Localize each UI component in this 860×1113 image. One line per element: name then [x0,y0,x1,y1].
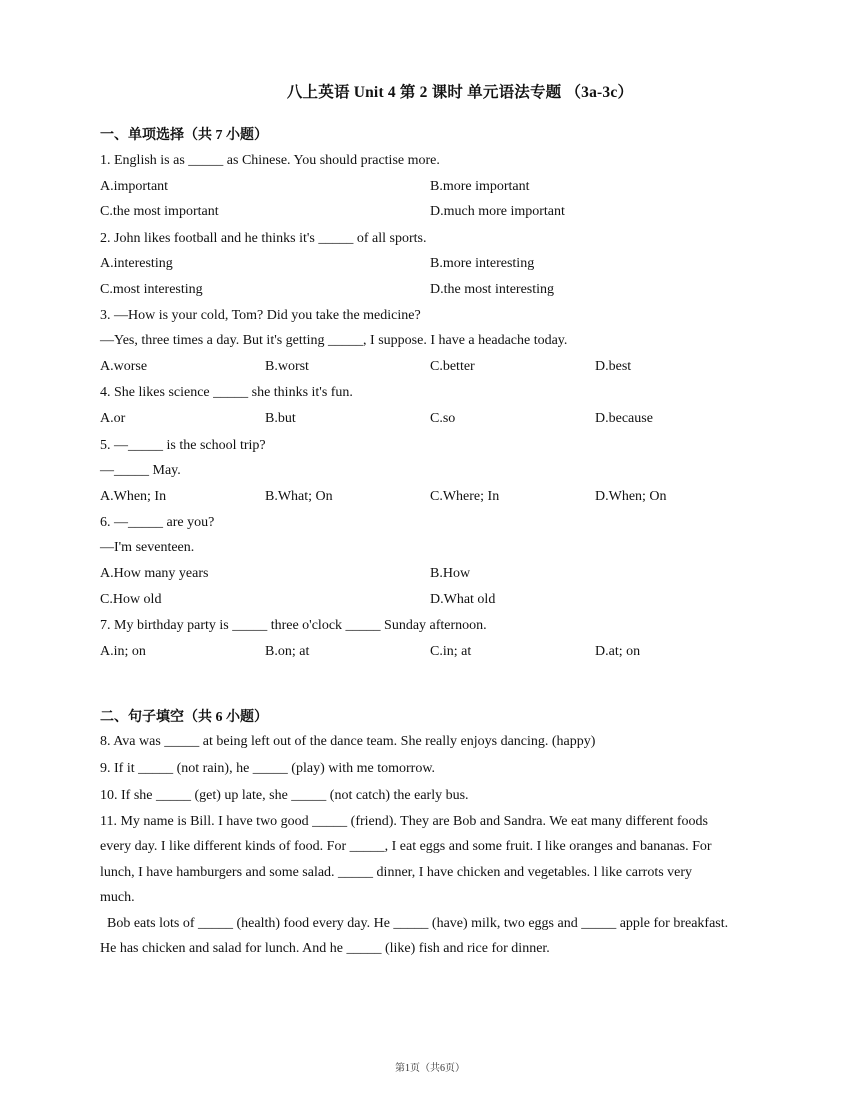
question-2-stem: 2. John likes football and he thinks it's _____ of all sports. [100,231,427,246]
q4-option-a: A.or [100,411,126,426]
question-3-stem-2: —Yes, three times a day. But it's getting _____, I suppose. I have a headache today. [100,333,568,348]
q5-option-d: D.When; On [595,489,667,504]
question-11-line: He has chicken and salad for lunch. And he _____ (like) fish and rice for dinner. [100,941,550,956]
q6-option-d: D.What old [430,592,496,607]
q1-option-d: D.much more important [430,204,565,219]
q5-option-c: C.Where; In [430,489,500,504]
question-11-line: 11. My name is Bill. I have two good _____ (friend). They are Bob and Sandra. We eat many different foods [100,814,708,829]
q7-option-c: C.in; at [430,644,472,659]
q2-option-a: A.interesting [100,256,173,271]
q5-option-a: A.When; In [100,489,167,504]
question-5-stem-2: —_____ May. [100,463,181,478]
question-1-stem: 1. English is as _____ as Chinese. You should practise more. [100,153,440,168]
page-footer: 第1页（共6页） [395,1063,465,1074]
q1-option-a: A.important [100,179,169,194]
q4-option-b: B.but [265,411,296,426]
q4-option-c: C.so [430,411,456,426]
q3-option-d: D.best [595,359,632,374]
question-3-stem: 3. —How is your cold, Tom? Did you take the medicine? [100,308,421,323]
q1-option-c: C.the most important [100,204,219,219]
question-6-stem: 6. —_____ are you? [100,515,215,530]
question-4-stem: 4. She likes science _____ she thinks it's fun. [100,385,353,400]
section-heading-1: 一、单项选择（共 7 小题） [100,128,268,143]
question-8: 8. Ava was _____ at being left out of the dance team. She really enjoys dancing. (happy) [100,734,596,749]
q2-option-b: B.more interesting [430,256,535,271]
question-11-line: much. [100,890,135,905]
question-11-line: Bob eats lots of _____ (health) food every day. He _____ (have) milk, two eggs and _____ apple for breakfast. [100,916,729,931]
q7-option-b: B.on; at [265,644,310,659]
question-5-stem: 5. —_____ is the school trip? [100,438,266,453]
q3-option-b: B.worst [265,359,309,374]
q3-option-c: C.better [430,359,475,374]
q6-option-b: B.How [430,566,471,581]
section-heading-2: 二、句子填空（共 6 小题） [100,710,268,725]
q2-option-d: D.the most interesting [430,282,555,297]
q6-option-a: A.How many years [100,566,209,581]
q6-option-c: C.How old [100,592,162,607]
q3-option-a: A.worse [100,359,148,374]
q1-option-b: B.more important [430,179,530,194]
q7-option-d: D.at; on [595,644,641,659]
q2-option-c: C.most interesting [100,282,203,297]
q7-option-a: A.in; on [100,644,146,659]
page-title: 八上英语 Unit 4 第 2 课时 单元语法专题 （3a-3c） [286,84,634,101]
question-11-line: every day. I like different kinds of food. For _____, I eat eggs and some fruit. I like oranges and bananas. For [100,839,712,854]
question-9: 9. If it _____ (not rain), he _____ (play) with me tomorrow. [100,761,436,776]
question-6-stem-2: —I'm seventeen. [100,540,195,555]
q5-option-b: B.What; On [265,489,333,504]
question-11-line: lunch, I have hamburgers and some salad. _____ dinner, I have chicken and vegetables. l like carrots very [100,865,693,880]
q4-option-d: D.because [595,411,653,426]
question-10: 10. If she _____ (get) up late, she _____ (not catch) the early bus. [100,788,469,803]
question-7-stem: 7. My birthday party is _____ three o'clock _____ Sunday afternoon. [100,618,487,633]
